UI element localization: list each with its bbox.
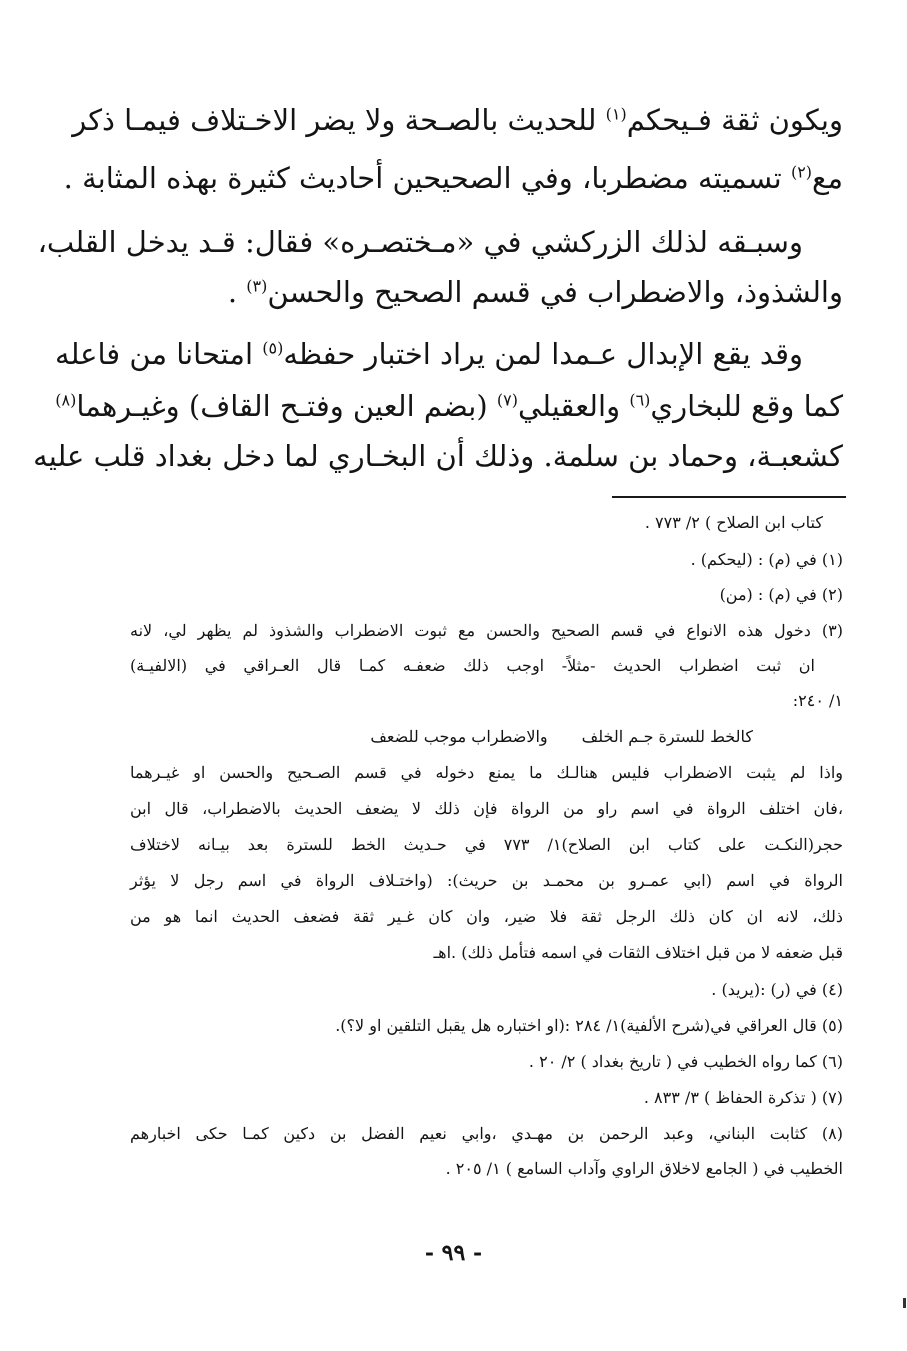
main-line <box>55 334 843 374</box>
footnote-3-line: الرواة في اسم (ابي عمـرو بن محمـد بن حريث): (واختـلاف الرواة في اسم رجل لا يؤثر <box>130 871 843 890</box>
footnote-source: كتاب ابن الصلاح ) ٢/ ٧٧٣ . <box>644 513 823 532</box>
text-run: تسميته مضطربا، وفي الصحيحين أحاديث كثيرة بهذه المثابة . <box>63 161 791 195</box>
footnote-3-verse <box>130 727 843 747</box>
footnote-3-line: ،فان اختلف الرواة في اسم راو من الرواة فإن ذلك لا يضعف الحديث بالاضطراب، قال ابن <box>130 799 843 818</box>
footnote-5: (٥) قال العراقي في(شرح الألفية)١/ ٢٨٤ :(او اختباره هل يقبل التلقين او لا؟). <box>335 1016 843 1035</box>
text-run: وسبـقه لذلك الزركشي في «مـختصـره» فقال: قـد يدخل القلب، <box>37 225 803 259</box>
footnote-separator <box>612 496 846 498</box>
footnote-8-line: الخطيب في ( الجامع لاخلاق الراوي وآداب السامع ) ١/ ٢٠٥ . <box>445 1159 843 1178</box>
footnote-ref[interactable]: (٦) <box>629 390 651 410</box>
footnote-1: (١) في (م) : (ليحكم) . <box>690 550 843 569</box>
footnote-4: (٤) في (ر) :(يريد) . <box>711 980 843 999</box>
verse-hemistich: كالخط للسترة جـم الخلف <box>581 727 753 746</box>
scan-edge-mark <box>903 1298 906 1308</box>
verse-hemistich: والاضطراب موجب للضعف <box>370 727 548 746</box>
footnote-3-line: قبل ضعفه لا من قبل اختلاف الثقات في اسمه فتأمل ذلك) .اهـ <box>433 943 843 962</box>
footnote-8-line: (٨) كثابت البناني، وعبد الرحمن بن مهـدي ،وابي نعيم الفضل بن دكين كمـا حكى اخبارهم <box>130 1124 844 1143</box>
footnote-3-line: ان ثبت اضطراب الحديث -مثلاً- اوجب ذلك ضعفـه كمـا قال العـراقي في (الالفيـة) <box>130 656 815 675</box>
text-run: . <box>227 275 247 309</box>
text-run: امتحانا من فاعله <box>55 337 263 371</box>
footnote-ref[interactable]: (١) <box>605 104 627 124</box>
footnote-3-line: حجر(النكـت على كتاب ابن الصلاح)١/ ٧٧٣ في حـديث الخط للسترة بعد بيـانه لاختلاف <box>130 835 844 854</box>
footnote-ref[interactable]: (٨) <box>55 390 77 410</box>
footnote-3-line: ١/ ٢٤٠: <box>792 691 843 710</box>
footnote-2: (٢) في (م) : (من) <box>719 585 843 604</box>
footnote-3-line: واذا لم يثبت الاضطراب فليس هنالـك ما يمنع دخوله في قسم الصـحيح والحسن او غيـرهما <box>130 763 844 782</box>
text-run: (بضم العين وفتـح القاف) وغيـرهما <box>76 389 497 423</box>
main-line <box>37 222 843 262</box>
text-run: كشعبـة، وحماد بن سلمة. وذلك أن البخـاري لما دخل بغداد قلب عليه <box>33 439 843 473</box>
text-run: كما وقع للبخاري <box>650 389 843 423</box>
text-run: والشذوذ، والاضطراب في قسم الصحيح والحسن <box>267 275 843 309</box>
footnote-3-line: ذلك، لانه ان كان ذلك الرجل ثقة فلا ضير، وان كان غـير ثقة فضعف الحديث انما هو من <box>130 907 843 926</box>
main-line <box>55 386 843 426</box>
text-run: وقد يقع الإبدال عـمدا لمن يراد <box>440 337 803 371</box>
footnote-6: (٦) كما رواه الخطيب في ( تاريخ بغداد ) ٢/ ٢٠ . <box>528 1052 843 1071</box>
footnote-ref[interactable]: (٣) <box>246 276 268 296</box>
main-line <box>72 100 843 140</box>
page-number: - ٩٩ - <box>424 1240 483 1266</box>
main-line <box>33 436 843 476</box>
footnote-3-line: (٣) دخول هذه الانواع في قسم الصحيح والحسن مع ثبوت الاضطراب والشذوذ لم يظهر لي، لانه <box>130 621 844 640</box>
text-run: للحديث بالصـحة ولا يضر الاخـتلاف فيمـا ذكر <box>72 103 606 137</box>
footnote-ref[interactable]: (٥) <box>262 338 284 358</box>
footnote-ref[interactable]: (٢) <box>790 162 813 182</box>
text-run: اختبار حفظه <box>283 337 441 371</box>
footnote-7: (٧) ( تذكرة الحفاظ ) ٣/ ٨٣٣ . <box>643 1088 843 1107</box>
text-run: ويكون ثقة فـيحكم <box>626 103 843 137</box>
footnote-ref[interactable]: (٧) <box>496 390 518 410</box>
text-run: والعقيلي <box>518 389 630 423</box>
main-line <box>63 158 843 198</box>
text-run: مع <box>812 161 843 195</box>
main-line <box>130 272 843 312</box>
